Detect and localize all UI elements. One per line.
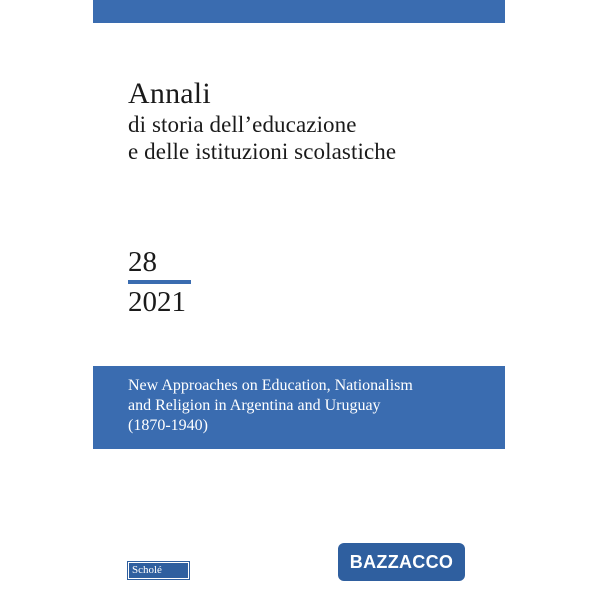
book-cover bbox=[93, 0, 505, 600]
issue-number: 28 bbox=[128, 246, 157, 278]
schole-logo: Scholé bbox=[128, 562, 189, 579]
journal-subtitle-line-2: e delle istituzioni scolastiche bbox=[128, 139, 397, 164]
theme-title bbox=[128, 376, 498, 436]
theme-title-line-1: New Approaches on Education, Nationalism bbox=[128, 377, 413, 394]
theme-title-line-3: (1870-1940) bbox=[128, 417, 208, 434]
top-color-band bbox=[93, 0, 505, 23]
theme-title-line-2: and Religion in Argentina and Uruguay bbox=[128, 397, 381, 414]
journal-subtitle-line-1: di storia dell’educazione bbox=[128, 112, 357, 137]
theme-band bbox=[93, 366, 505, 449]
issue-divider bbox=[128, 280, 191, 284]
journal-title: Annali bbox=[128, 77, 211, 110]
bazzacco-logo: BAZZACCO bbox=[338, 543, 465, 581]
issue-year: 2021 bbox=[128, 286, 186, 318]
title-block bbox=[128, 77, 396, 165]
issue-block bbox=[128, 246, 191, 318]
